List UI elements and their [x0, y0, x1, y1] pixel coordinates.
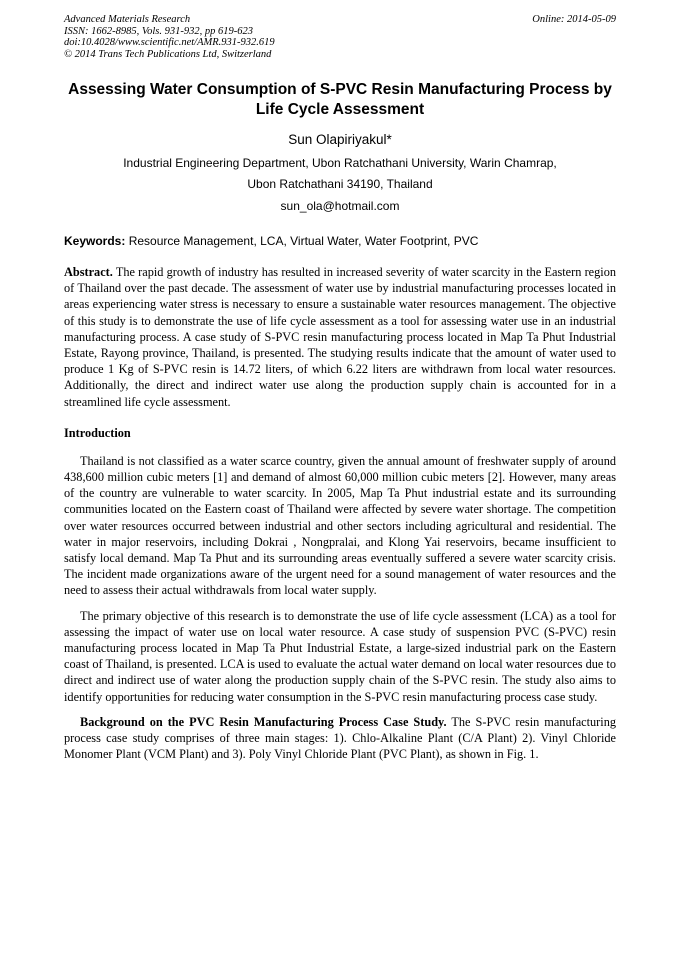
paper-page — [64, 14, 616, 762]
keywords — [64, 233, 616, 249]
doi-line: doi:10.4028/www.scientific.net/AMR.931-932.619 — [64, 37, 275, 48]
abstract-label: Abstract. — [64, 265, 113, 279]
affiliation — [64, 153, 616, 195]
abstract-text: The rapid growth of industry has resulted in increased severity of water scarcity in the Eastern region of Thailand over the past decade. The assessment of water use by industrial manufacturing processes located in areas experiencing water stress is necessary to ensure a sustainable water resources management. The objective of this study is to demonstrate the use of life cycle assessment as a tool for assessing water use in an industrial manufacturing process. A case study of S-PVC resin manufacturing process located in Map Ta Phut Industrial Estate, Rayong province, Thailand, is presented. The studying results indicate that the amount of water used to produce 1 Kg of S-PVC resin is 14.72 liters, of which 6.22 liters are withdrawn from local water resources. Additionally, the direct and indirect water use along the production supply chain is accounted for in a streamlined life cycle assessment. — [64, 265, 616, 409]
copyright-line: © 2014 Trans Tech Publications Ltd, Switzerland — [64, 48, 272, 60]
affiliation-line-2: Ubon Ratchathani 34190, Thailand — [247, 177, 433, 191]
intro-paragraph-3 — [64, 714, 616, 763]
intro-paragraph-2: The primary objective of this research is to demonstrate the use of life cycle assessment (LCA) as a tool for assessing the impact of water use on local water resource. A case study of suspension PVC (S-PVC) resin manufacturing process located in Map Ta Phut Industrial Estate, a large-sized industrial park on the Eastern coast of Thailand, is presented. LCA is used to evaluate the actual water demand on local water resources due to direct and indirect use of water along the production supply chain of the S-PVC resin. The study also aims to identify opportunities for reducing water consumption in the S-PVC resin manufacturing process case study. — [64, 608, 616, 704]
author-email: sun_ola@hotmail.com — [280, 199, 400, 213]
online-date: Online: 2014-05-09 — [532, 14, 616, 25]
journal-header — [64, 14, 616, 60]
author-name: Sun Olapiriyakul* — [288, 132, 392, 147]
intro-paragraph-1: Thailand is not classified as a water scarce country, given the annual amount of freshwater supply of around 438,600 million cubic meters [1] and demand of almost 60,000 million cubic meters [2]. However, many areas of the country are vulnerable to water scarcity. In 2005, Map Ta Phut industrial estate and its surrounding communities located on the Eastern coast of Thailand were affected by severe water shortage. The competition over water resources occurred between industrial and other sectors including agricultural and residential. The water in major reservoirs, including Dokrai , Nongpralai, and Klong Yai reservoirs, became insufficient to satisfy local demand. Map Ta Phut and its surrounding areas eventually suffered a severe water scarcity crisis. The incident made organizations aware of the urgent need for a sound management of water resources and the need to assess their actual withdrawals from local water supply. — [64, 453, 616, 598]
paper-title: Assessing Water Consumption of S-PVC Resin Manufacturing Process by Life Cycle Assessment — [68, 81, 612, 118]
abstract — [64, 264, 616, 410]
keywords-label: Keywords: — [64, 234, 126, 248]
introduction-heading: Introduction — [64, 425, 131, 440]
issn-line: ISSN: 1662-8985, Vols. 931-932, pp 619-623 — [64, 25, 253, 37]
background-text: The S-PVC resin manufacturing process case study comprises of three main stages: 1). Chlo-Alkaline Plant (C/A Plant) 2). Vinyl Chloride Monomer Plant (VCM Plant) and 3). Poly Vinyl Chloride Plant (PVC Plant), as shown in Fig. 1. — [64, 714, 616, 762]
affiliation-line-1: Industrial Engineering Department, Ubon Ratchathani University, Warin Chamrap, — [123, 156, 557, 170]
journal-name: Advanced Materials Research — [64, 14, 191, 25]
background-heading: Background on the PVC Resin Manufacturing Process Case Study. — [80, 714, 447, 729]
keywords-text: Resource Management, LCA, Virtual Water, Water Footprint, PVC — [128, 234, 479, 248]
